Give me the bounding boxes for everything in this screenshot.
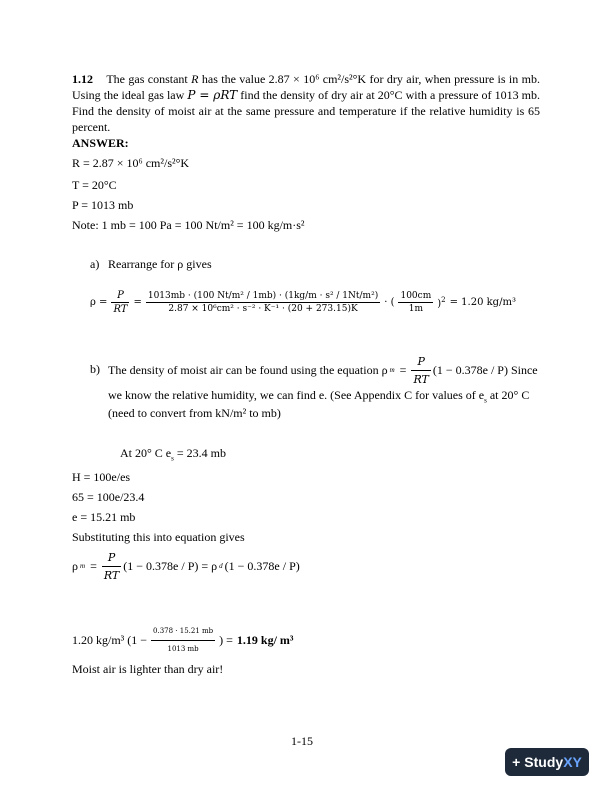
final-answer: 1.19 kg/ m³ (236, 633, 294, 647)
unit-conversion (398, 291, 433, 314)
problem-number: 1.12 (72, 72, 93, 86)
part-b-label: b) (90, 362, 100, 376)
p-over-rt (111, 290, 129, 315)
step-humidity-def: H = 100e/es (72, 470, 131, 484)
problem-r-symbol: R (191, 72, 199, 86)
part-b-text-1: The density of moist air can be found using the equation ρ (108, 363, 388, 377)
moist-density-equation: ρ m = $\frac{P}{RT}$ (1 − 0.378e / P) = ρ d (1 − 0.378e / P) (72, 551, 300, 582)
studyxy-badge[interactable] (505, 748, 589, 776)
moist-eq-tail: (1 − 0.378e / P) Since (432, 363, 538, 377)
final-fraction: $\frac{0.378 \cdot 15.21 mb}{1013 mb}$ (151, 624, 215, 657)
given-p: P = 1013 mb (72, 198, 134, 212)
saturation-pressure: At 20° C $e_s = 23.4$ mb (120, 446, 226, 463)
step-65: 65 = 100e/23.4 (72, 490, 145, 504)
problem-text-2: has the value 2.87 × 10⁶ cm²/s²°K for dry air, when pressure is in mb. Using the ideal gas law (72, 72, 540, 102)
density-equation: ρ = $\frac{P}{RT}$ = $\frac{\text{1013mb · (100 Nt/m² / 1mb) · (1kg/m · s² / 1Nt/m²)}}{\text{2.87 × 10⁶cm² · s⁻² · K⁻¹ · (20 + 273.15)K}}$ · ( $\frac{100cm}{1m}$ )$^2$ = 1.20 kg/m³ (90, 290, 516, 315)
part-a-text: Rearrange for ρ gives (108, 257, 212, 271)
part-b-line-3: (need to convert from kN/m² to mb) (108, 406, 281, 420)
big-fraction (146, 291, 380, 314)
given-r: R = 2.87 × 10⁶ cm²/s²°K (72, 156, 190, 170)
big-fraction-num: 1013mb · (100 Nt/m² / 1mb) · (1kg/m · s² / 1Nt/m²) (147, 291, 379, 301)
answer-heading: ANSWER: (72, 136, 129, 150)
final-calculation: 1.20 kg/m³ (1 − $\frac{0.378 \cdot 15.21 mb}{1013 mb}$ ) = 1.19 kg/ m³ (72, 624, 294, 657)
conversion-den: 1m (408, 304, 423, 314)
plus-icon: + (512, 754, 521, 770)
big-fraction-den: 2.87 × 10⁶cm² · s⁻² · K⁻¹ · (20 + 273.15)K (168, 304, 358, 314)
step-substituting: Substituting this into equation gives (72, 530, 245, 544)
problem-text-3: find the density of dry air at 20°C with a pressure of 1013 mb. Find the density of moist air at the same pressure and temperature if the relative humidity is 65 percent. (72, 88, 540, 134)
page-number: 1-15 (291, 734, 313, 748)
part-b-line-2: we know the relative humidity, we can find e. (See Appendix C for values of $e_s$ at 20° C (108, 388, 530, 405)
units-note: Note: 1 mb = 100 Pa = 100 Nt/m² = 100 kg/m·s² (72, 218, 305, 232)
conclusion: Moist air is lighter than dry air! (72, 662, 224, 676)
p-over-rt-num: P (111, 290, 129, 303)
brand-xy: XY (563, 754, 582, 770)
given-t: T = 20°C (72, 178, 117, 192)
p-over-rt-den: RT (113, 304, 128, 315)
problem-text-1: The gas constant (106, 72, 192, 86)
rho-lhs: ρ = (90, 297, 108, 308)
ideal-gas-law: P = ρRT (187, 88, 238, 102)
moist-eq-fraction: $\frac{P}{RT}$ (413, 355, 429, 386)
problem-statement (72, 71, 540, 135)
density-result: = 1.20 kg/m³ (449, 297, 516, 308)
part-a-label: a) (90, 257, 100, 271)
part-b-line-1: The density of moist air can be found using the equation ρ m = $\frac{P}{RT}$ (1 − 0.378e / P) Since (108, 355, 538, 386)
brand-study: Study (524, 754, 564, 770)
conversion-num: 100cm (400, 291, 432, 301)
step-e: e = 15.21 mb (72, 510, 136, 524)
